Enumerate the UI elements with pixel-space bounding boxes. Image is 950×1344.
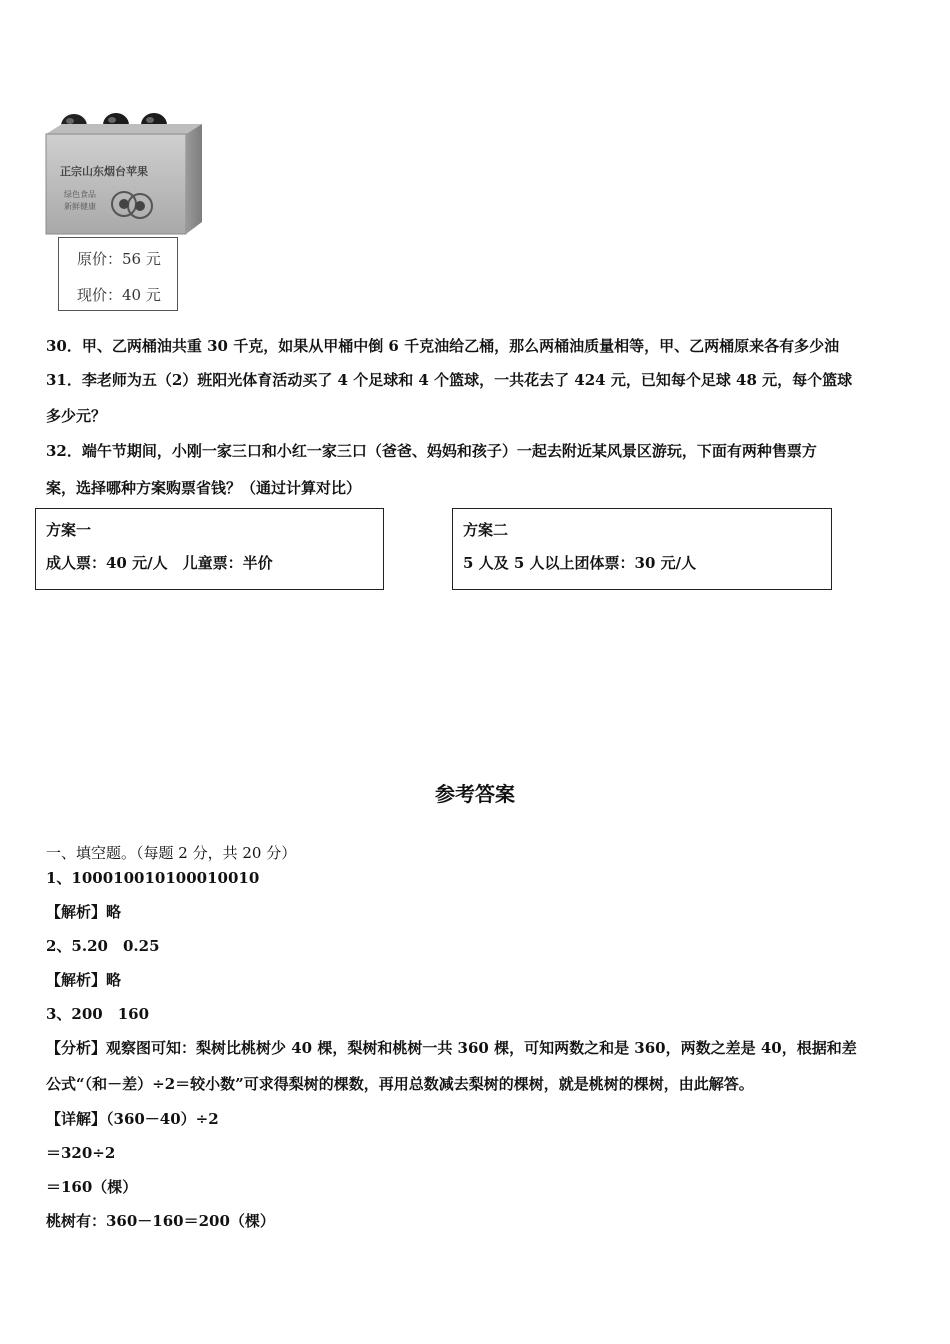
answer-line-11: 桃树有：360－160＝200（棵） xyxy=(46,1212,275,1230)
answer-line-3: 2、5.20 0.25 xyxy=(46,937,160,955)
question-31-line-2: 多少元？ xyxy=(46,407,107,425)
question-32-line-1: 32．端午节期间，小刚一家三口和小红一家三口（爸爸、妈妈和孩子）一起去附近某风景区游玩，下面有两种售票方 xyxy=(46,442,817,460)
plan-one-box xyxy=(35,508,384,590)
plan-one-title: 方案一 xyxy=(46,521,92,539)
question-31-line-1: 31．李老师为五（2）班阳光体育活动买了 4 个足球和 4 个篮球，一共花去了 424 元，已知每个足球 48 元，每个篮球 xyxy=(46,371,853,389)
box-sublabel-1: 绿色食品 xyxy=(64,190,96,199)
answer-line-8: 【详解】（360－40）÷2 xyxy=(46,1110,219,1128)
answer-line-1: 1、100010010100010010 xyxy=(46,869,260,887)
box-label: 正宗山东烟台苹果 xyxy=(60,165,148,178)
plan-two-box xyxy=(452,508,832,590)
answer-line-7: 公式“（和－差）÷2＝较小数”可求得梨树的棵数，再用总数减去梨树的棵树，就是桃树的棵树，由此解答。 xyxy=(46,1075,754,1093)
answer-line-9: ＝320÷2 xyxy=(46,1144,116,1162)
answer-line-4: 【解析】略 xyxy=(46,971,122,989)
answer-line-10: ＝160（棵） xyxy=(46,1178,138,1196)
current-price: 现价：40 元 xyxy=(77,286,161,304)
answers-section-heading: 一、填空题。（每题 2 分，共 20 分） xyxy=(46,844,297,862)
plan-two-title: 方案二 xyxy=(463,521,509,539)
question-30: 30．甲、乙两桶油共重 30 千克，如果从甲桶中倒 6 千克油给乙桶，那么两桶油质量相等，甲、乙两桶原来各有多少油 xyxy=(46,337,840,355)
plan-one-detail: 成人票：40 元/人 儿童票：半价 xyxy=(46,554,273,572)
answer-line-5: 3、200 160 xyxy=(46,1005,150,1023)
answer-line-2: 【解析】略 xyxy=(46,903,122,921)
answers-title: 参考答案 xyxy=(435,782,515,806)
apple-box-illustration xyxy=(44,108,206,236)
question-32-line-2: 案，选择哪种方案购票省钱？（通过计算对比） xyxy=(46,479,362,497)
plan-two-detail: 5 人及 5 人以上团体票：30 元/人 xyxy=(463,554,697,572)
answer-line-6: 【分析】观察图可知：梨树比桃树少 40 棵，梨树和桃树一共 360 棵，可知两数之和是 360，两数之差是 40，根据和差 xyxy=(46,1039,857,1057)
box-sublabel-2: 新鲜健康 xyxy=(64,202,96,211)
price-tag xyxy=(58,237,178,311)
original-price: 原价：56 元 xyxy=(77,250,161,268)
